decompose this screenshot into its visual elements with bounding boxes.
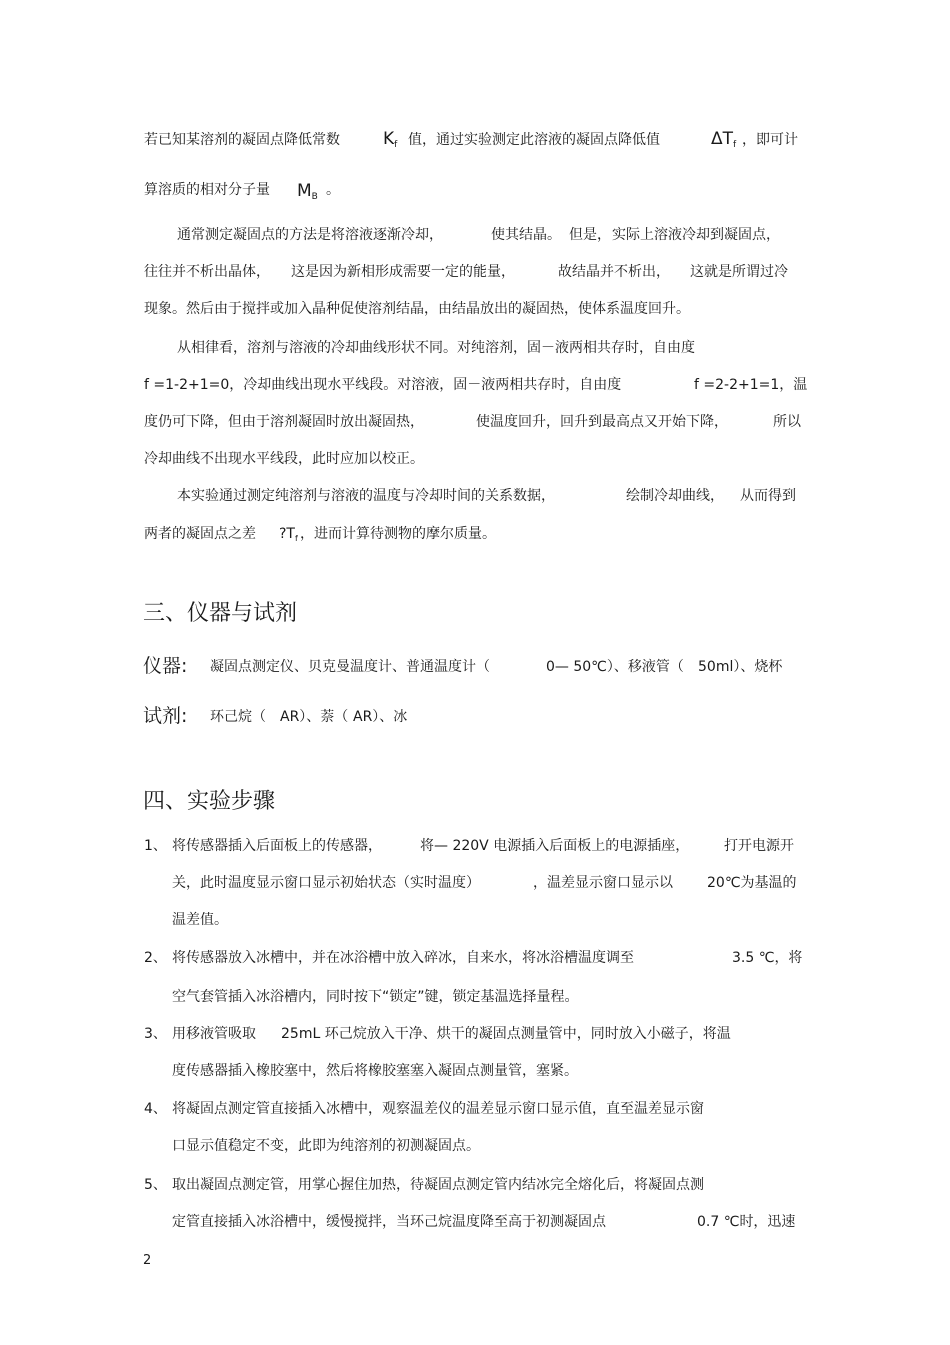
step1-line-1c: 打开电源开 bbox=[724, 838, 794, 854]
para3-line-1c: 从而得到 bbox=[740, 488, 796, 504]
step2-line-1a: 将传感器放入冰槽中，并在冰浴槽中放入碎冰，自来水，将冰浴槽温度调至 bbox=[172, 950, 634, 966]
mb-symbol: $M_B$ bbox=[297, 181, 318, 202]
para2-line-1: 从相律看，溶剂与溶液的冷却曲线形状不同。对纯溶剂，固－液两相共存时，自由度 bbox=[177, 340, 695, 356]
step4-number: 4、 bbox=[144, 1101, 167, 1117]
step1-line-2b: ，温差显示窗口显示以 bbox=[533, 875, 673, 891]
intro-line-2a: 算溶质的相对分子量 bbox=[144, 182, 270, 198]
step3-line-2: 度传感器插入橡胶塞中，然后将橡胶塞塞入凝固点测量管，塞紧。 bbox=[172, 1063, 578, 1079]
para1-line-2d: 这就是所谓过冷 bbox=[690, 264, 788, 280]
para3-line-1a: 本实验通过测定纯溶剂与溶液的温度与冷却时间的关系数据， bbox=[177, 488, 555, 504]
step1-line-2a: 关，此时温度显示窗口显示初始状态（实时温度） bbox=[172, 875, 480, 891]
delta-tf-symbol: $\Delta T_f$ bbox=[711, 129, 737, 150]
instruments-text-c: 50ml）、烧杯 bbox=[698, 659, 783, 675]
instruments-text-a: 凝固点测定仪、贝克曼温度计、普通温度计（ bbox=[210, 659, 490, 675]
intro-line-1a: 若已知某溶剂的凝固点降低常数 bbox=[144, 132, 340, 148]
reagents-text-a: 环己烷（ bbox=[210, 709, 266, 725]
para2-line-4: 冷却曲线不出现水平线段，此时应加以校正。 bbox=[144, 451, 424, 467]
step3-number: 3、 bbox=[144, 1026, 167, 1042]
reagents-text-c: AR）、冰 bbox=[353, 709, 408, 725]
para2-line-3c: 所以 bbox=[773, 414, 801, 430]
step5-number: 5、 bbox=[144, 1177, 167, 1193]
para3-line-2c: ，进而计算待测物的摩尔质量。 bbox=[300, 526, 496, 542]
instruments-text-b: 0— 50℃）、移液管（ bbox=[546, 659, 684, 675]
para2-line-3b: 使温度回升，回升到最高点又开始下降， bbox=[476, 414, 728, 430]
para1-line-2a: 往往并不析出晶体， bbox=[144, 264, 270, 280]
step1-line-3: 温差值。 bbox=[172, 912, 228, 928]
para1-line-1d: 实际上溶液冷却到凝固点， bbox=[612, 227, 780, 243]
para2-line-2a: f =1-2+1=0，冷却曲线出现水平线段。对溶液，固－液两相共存时，自由度 bbox=[144, 377, 622, 393]
step4-line-1: 将凝固点测定管直接插入冰槽中，观察温差仪的温差显示窗口显示值，直至温差显示窗 bbox=[172, 1101, 704, 1117]
para3-line-2a: 两者的凝固点之差 bbox=[144, 526, 256, 542]
section4-title: 四、实验步骤 bbox=[143, 789, 276, 814]
step5-line-2a: 定管直接插入冰浴槽中，缓慢搅拌，当环己烷温度降至高于初测凝固点 bbox=[172, 1214, 606, 1230]
intro-line-1b: 值，通过实验测定此溶液的凝固点降低值 bbox=[408, 132, 660, 148]
step2-number: 2、 bbox=[144, 950, 167, 966]
reagents-text-b: AR）、萘（ bbox=[280, 709, 349, 725]
para1-line-2b: 这是因为新相形成需要一定的能量， bbox=[291, 264, 515, 280]
reagents-label: 试剂: bbox=[143, 705, 188, 727]
step3-line-1a: 用移液管吸取 bbox=[172, 1026, 256, 1042]
intro-line-1c: ，即可计 bbox=[742, 132, 798, 148]
step5-line-1: 取出凝固点测定管，用掌心握住加热，待凝固点测定管内结冰完全熔化后，将凝固点测 bbox=[172, 1177, 704, 1193]
step2-line-2: 空气套管插入冰浴槽内，同时按下“锁定”键，锁定基温选择量程。 bbox=[172, 989, 579, 1005]
step4-line-2: 口显示值稳定不变，此即为纯溶剂的初测凝固点。 bbox=[172, 1138, 480, 1154]
kf-symbol: $K_f$ bbox=[383, 129, 398, 150]
para2-line-2b: f =2-2+1=1，温 bbox=[694, 377, 808, 393]
para1-line-2c: 故结晶并不析出， bbox=[558, 264, 670, 280]
step1-line-2c: 20℃为基温的 bbox=[707, 875, 797, 891]
step2-line-1b: 3.5 ℃，将 bbox=[732, 950, 803, 966]
page-number: 2 bbox=[143, 1253, 152, 1268]
para2-line-3a: 度仍可下降，但由于溶剂凝固时放出凝固热， bbox=[144, 414, 424, 430]
para1-line-1a: 通常测定凝固点的方法是将溶液逐渐冷却， bbox=[177, 227, 443, 243]
instruments-label: 仪器: bbox=[143, 655, 188, 677]
step1-number: 1、 bbox=[144, 838, 167, 854]
step1-line-1b: 将— 220V 电源插入后面板上的电源插座， bbox=[420, 838, 690, 854]
para1-line-1b: 使其结晶。 bbox=[491, 227, 561, 243]
para1-line-3: 现象。然后由于搅拌或加入晶种促使溶剂结晶，由结晶放出的凝固热，使体系温度回升。 bbox=[144, 301, 690, 317]
step3-line-1b: 25mL 环己烷放入干净、烘干的凝固点测量管中，同时放入小磁子，将温 bbox=[281, 1026, 731, 1042]
para3-line-1b: 绘制冷却曲线， bbox=[626, 488, 724, 504]
step5-line-2b: 0.7 ℃时，迅速 bbox=[697, 1214, 796, 1230]
intro-line-2b: 。 bbox=[326, 182, 340, 198]
section3-title: 三、仪器与试剂 bbox=[143, 601, 298, 626]
step1-line-1a: 将传感器插入后面板上的传感器， bbox=[172, 838, 382, 854]
delta-tf-inline: $?T_f$ bbox=[279, 526, 298, 543]
para1-line-1c: 但是， bbox=[569, 227, 611, 243]
